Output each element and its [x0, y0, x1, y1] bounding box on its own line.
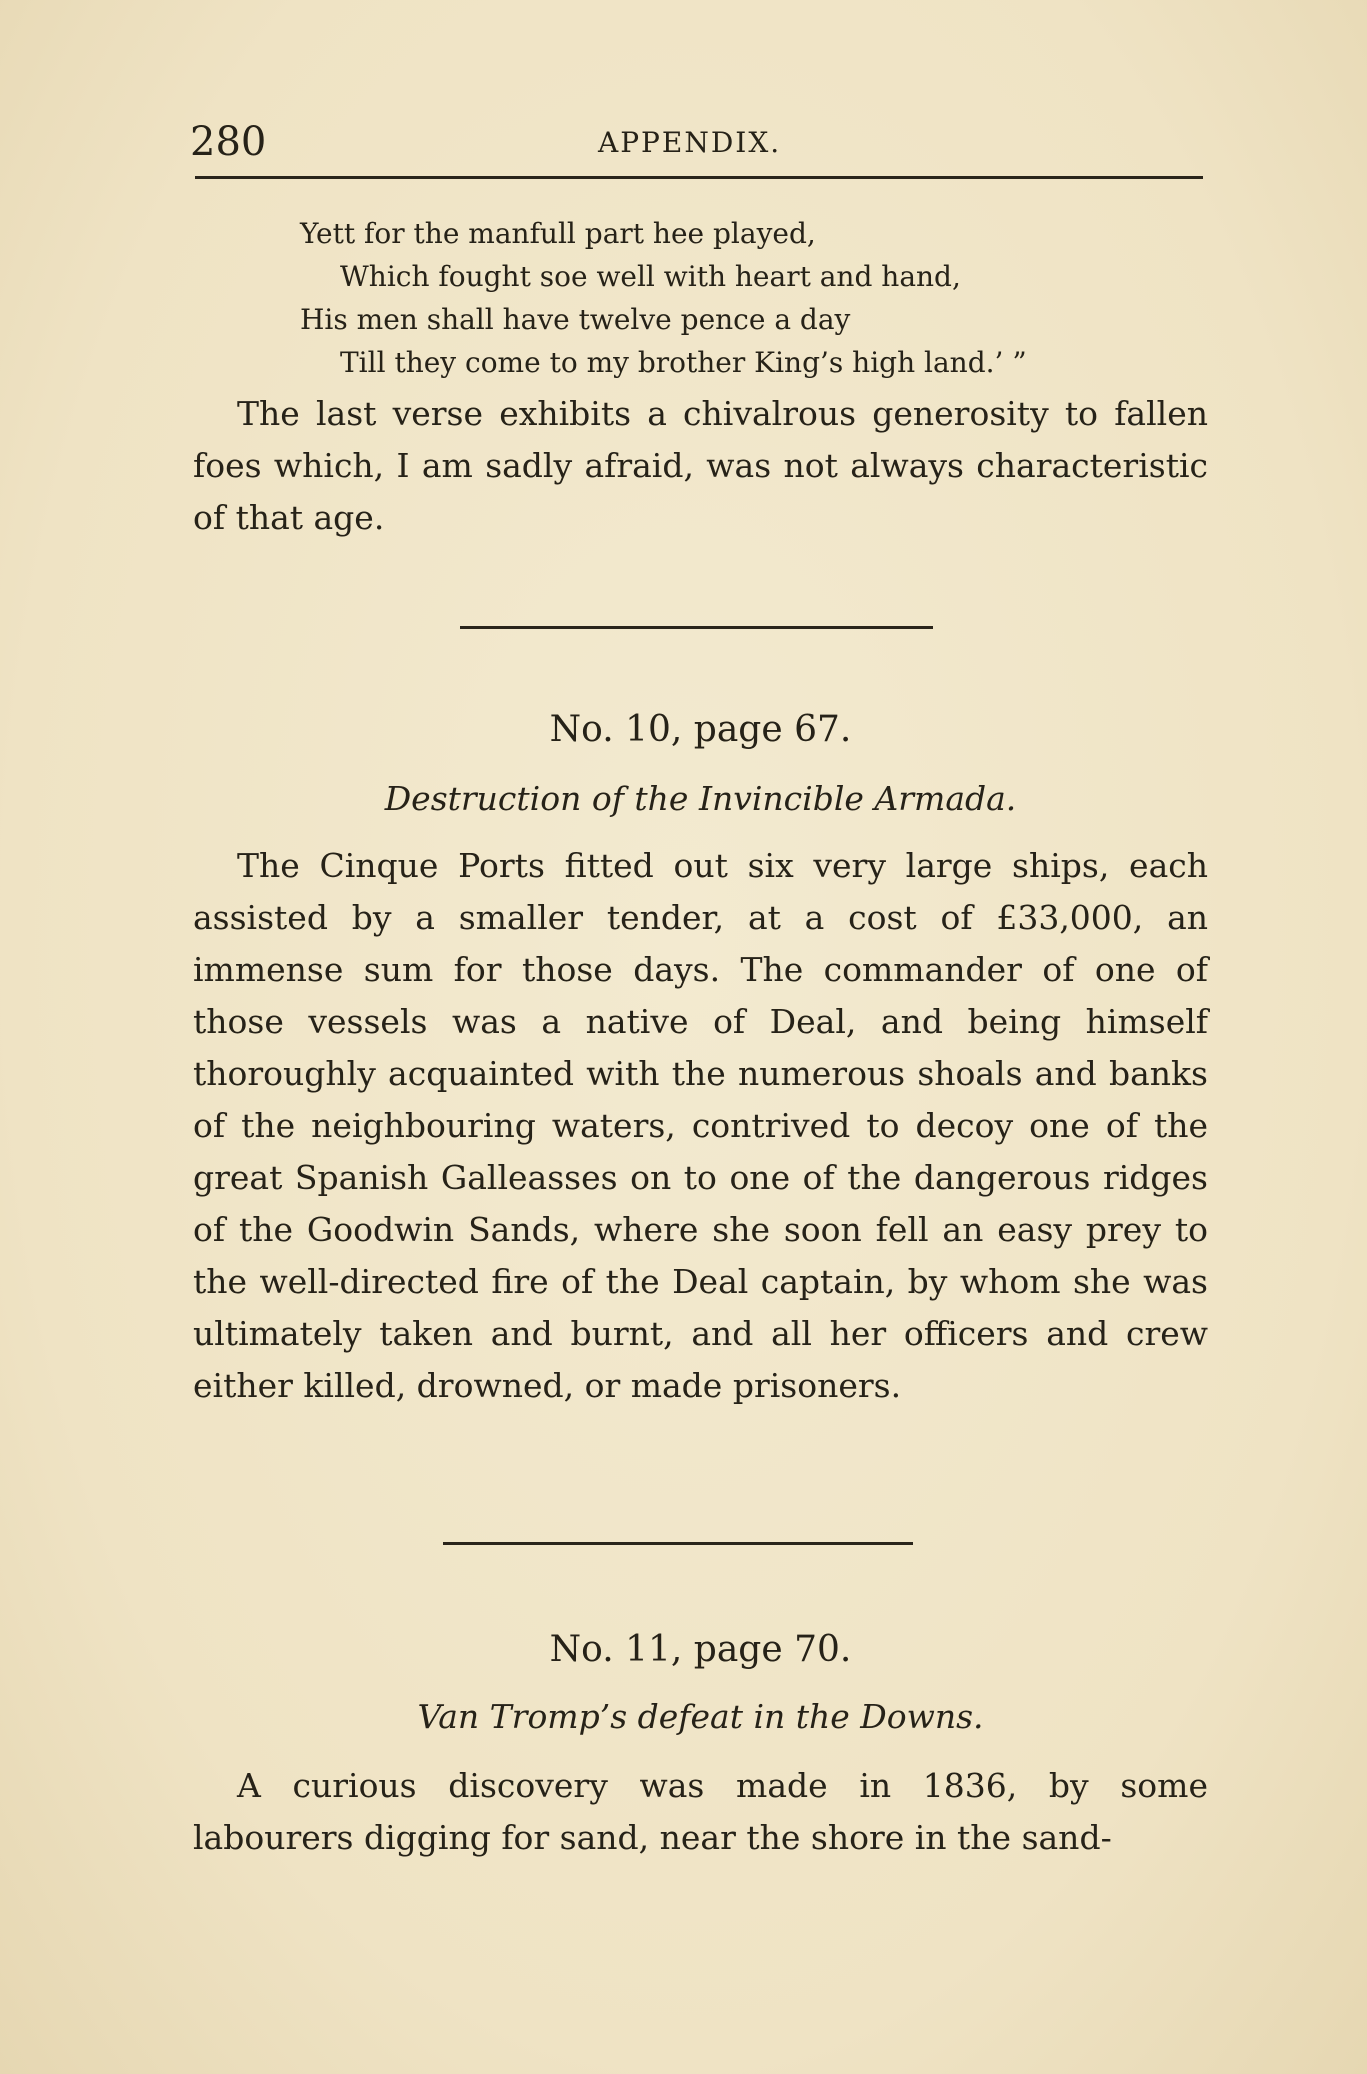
- verse-line: Which fought soe well with heart and hand,: [340, 260, 961, 293]
- header-rule: [195, 176, 1203, 179]
- page-number: 280: [190, 119, 267, 165]
- verse-line: His men shall have twelve pence a day: [300, 303, 851, 336]
- commentary-text: The last verse exhibits a chivalrous generosity to fallen foes which, I am sadly afraid, was not always characteristic of that age.: [193, 394, 1208, 537]
- verse-line: Yett for the manfull part hee played,: [300, 217, 816, 250]
- section-11-paragraph: [193, 1760, 1208, 1864]
- verse-line: Till they come to my brother King’s high land.’ ”: [340, 346, 1027, 379]
- section-10-body: The Cinque Ports fitted out six very large ships, each assisted by a smaller tender, at a cost of £33,000, an immense sum for those days. The commander of one of those vessels was a native of Deal, and being himself thoroughly acquainted with the numerous shoals and banks of the neighbouring waters, contrived to decoy one of the great Spanish Galleasses on to one of the dangerous ridges of the Goodwin Sands, where she soon fell an easy prey to the well-directed fire of the Deal captain, by whom she was ultimately taken and burnt, and all her officers and crew either killed, drowned, or made prisoners.: [193, 846, 1208, 1405]
- section-11-heading: No. 11, page 70.: [549, 1629, 852, 1670]
- section-10-heading: No. 10, page 67.: [549, 709, 852, 750]
- section-11-body: A curious discovery was made in 1836, by some labourers digging for sand, near the shore in the sand-: [193, 1766, 1208, 1857]
- verse-block: [300, 212, 1200, 384]
- section-11-subheading: Van Tromp’s defeat in the Downs.: [417, 1697, 984, 1736]
- commentary-paragraph: [193, 388, 1208, 544]
- running-head: APPENDIX.: [598, 126, 782, 159]
- section-divider: [460, 626, 933, 629]
- section-10-subheading: Destruction of the Invincible Armada.: [384, 779, 1017, 818]
- section-divider: [443, 1542, 913, 1545]
- section-10-paragraph: [193, 840, 1208, 1412]
